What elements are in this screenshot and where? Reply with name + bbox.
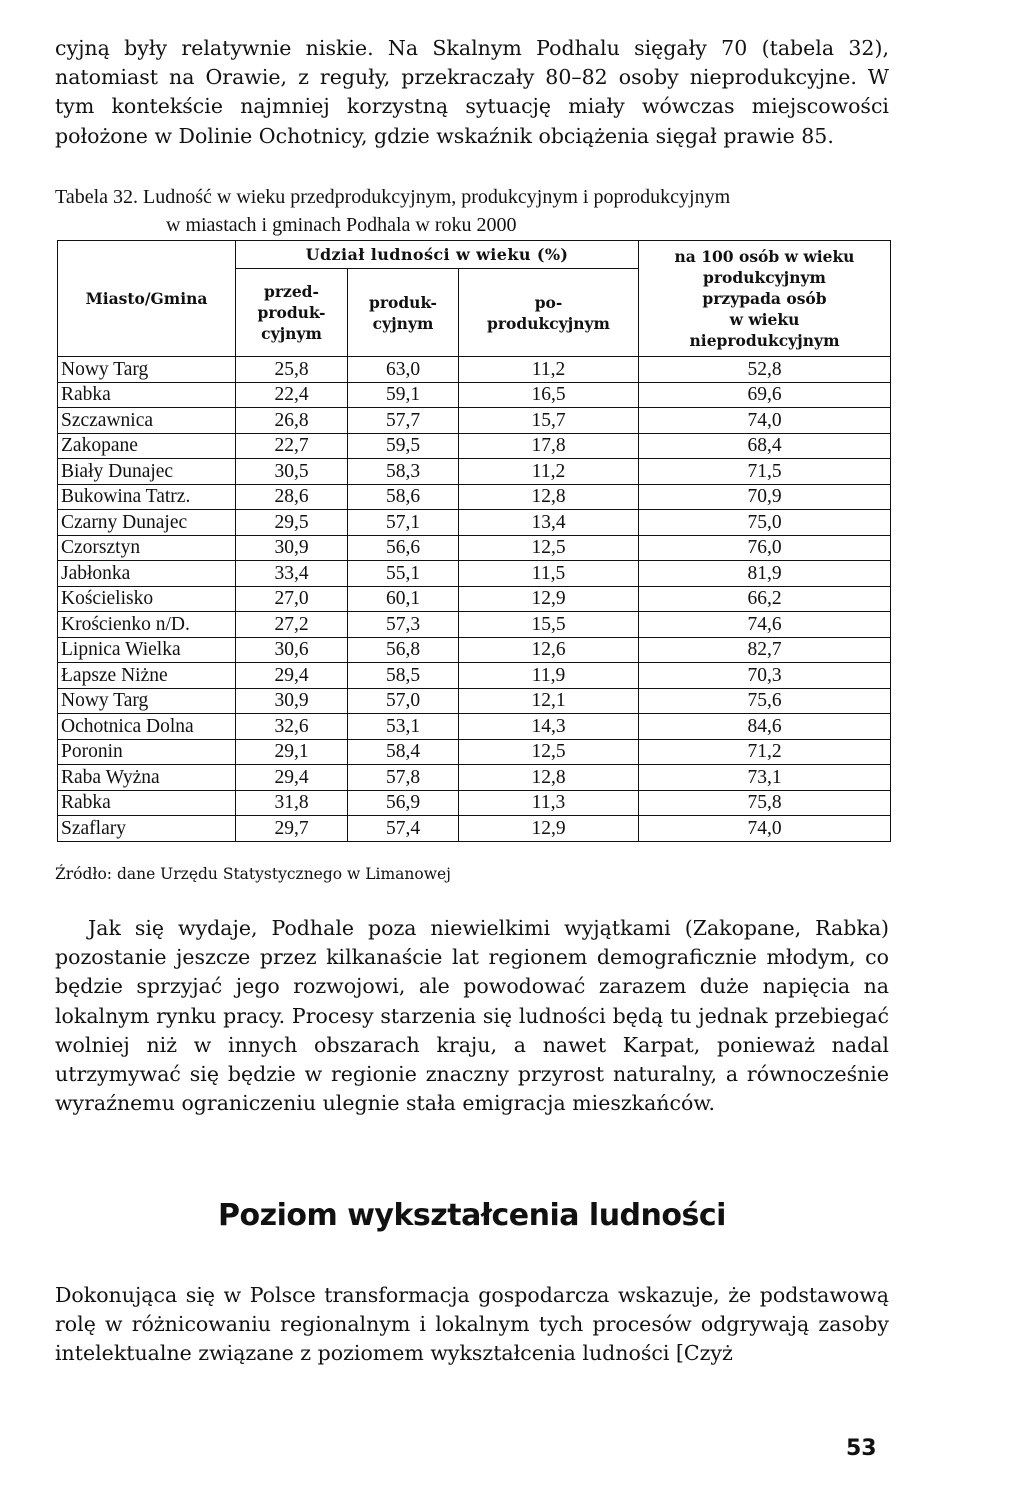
- table-header: [58, 241, 891, 357]
- header-postproductive: po- produkcyjnym: [459, 269, 639, 357]
- table-row: [58, 663, 891, 689]
- cell-place: Kościelisko: [58, 586, 236, 612]
- cell-place: Rabka: [58, 790, 236, 816]
- table-row: [58, 816, 891, 842]
- cell-productive: 56,9: [348, 790, 459, 816]
- cell-productive: 58,4: [348, 739, 459, 765]
- table-row: [58, 510, 891, 536]
- cell-postproductive: 17,8: [459, 433, 639, 459]
- cell-dependency-ratio: 70,9: [639, 484, 891, 510]
- cell-place: Bukowina Tatrz.: [58, 484, 236, 510]
- cell-productive: 58,3: [348, 459, 459, 485]
- cell-postproductive: 12,8: [459, 484, 639, 510]
- cell-dependency-ratio: 82,7: [639, 637, 891, 663]
- cell-postproductive: 11,2: [459, 459, 639, 485]
- cell-preproductive: 27,2: [236, 612, 348, 638]
- cell-preproductive: 22,4: [236, 382, 348, 408]
- cell-productive: 60,1: [348, 586, 459, 612]
- cell-postproductive: 12,8: [459, 765, 639, 791]
- cell-productive: 53,1: [348, 714, 459, 740]
- cell-dependency-ratio: 75,6: [639, 688, 891, 714]
- cell-place: Nowy Targ: [58, 357, 236, 383]
- cell-preproductive: 30,9: [236, 688, 348, 714]
- cell-preproductive: 22,7: [236, 433, 348, 459]
- header-place: Miasto/Gmina: [58, 241, 236, 357]
- cell-place: Szaflary: [58, 816, 236, 842]
- table-row: [58, 382, 891, 408]
- table-caption-line-1: Tabela 32. Ludność w wieku przedprodukcyjnym, produkcyjnym i poprodukcyjnym: [55, 186, 731, 208]
- table-row: [58, 433, 891, 459]
- table-source-note: Źródło: dane Urzędu Statystycznego w Limanowej: [55, 865, 451, 883]
- cell-postproductive: 12,1: [459, 688, 639, 714]
- cell-place: Biały Dunajec: [58, 459, 236, 485]
- cell-dependency-ratio: 74,0: [639, 408, 891, 434]
- table-row: [58, 688, 891, 714]
- cell-place: Lipnica Wielka: [58, 637, 236, 663]
- body-paragraph-2: Jak się wydaje, Podhale poza niewielkimi wyjątkami (Zakopane, Rabka) pozostanie jeszcze przez kilkanaście lat regionem demograficznie młodym, co będzie sprzyjać jego rozwojowi, ale powodować zarazem duże napięcia na lokalnym rynku pracy. Procesy starzenia się ludności będą tu jednak przebiegać wolniej niż w innych obszarach kraju, a nawet Karpat, ponieważ nadal utrzymywać się będzie w regionie znaczny przyrost naturalny, a równocześnie wyraźnemu ograniczeniu ulegnie stała emigracja mieszkańców.: [55, 916, 889, 1116]
- cell-productive: 57,0: [348, 688, 459, 714]
- cell-place: Poronin: [58, 739, 236, 765]
- cell-place: Ochotnica Dolna: [58, 714, 236, 740]
- body-paragraph-3: Dokonująca się w Polsce transformacja gospodarcza wskazuje, że podstawową rolę w różnicowaniu regionalnym i lokalnym tych procesów odgrywają zasoby intelektualne związane z poziomem wykształcenia ludności [Czyż: [55, 1283, 889, 1366]
- table-row: [58, 790, 891, 816]
- cell-postproductive: 11,2: [459, 357, 639, 383]
- cell-preproductive: 27,0: [236, 586, 348, 612]
- cell-dependency-ratio: 75,0: [639, 510, 891, 536]
- cell-preproductive: 29,1: [236, 739, 348, 765]
- table-row: [58, 765, 891, 791]
- header-dependency-ratio: na 100 osób w wieku produkcyjnym przypada osób w wieku nieprodukcyjnym: [639, 241, 891, 357]
- cell-place: Krościenko n/D.: [58, 612, 236, 638]
- cell-postproductive: 12,9: [459, 586, 639, 612]
- cell-productive: 63,0: [348, 357, 459, 383]
- cell-dependency-ratio: 75,8: [639, 790, 891, 816]
- cell-dependency-ratio: 84,6: [639, 714, 891, 740]
- section-heading: Poziom wykształcenia ludności: [218, 1198, 726, 1233]
- table-row: [58, 484, 891, 510]
- cell-postproductive: 11,3: [459, 790, 639, 816]
- cell-postproductive: 15,5: [459, 612, 639, 638]
- cell-productive: 58,6: [348, 484, 459, 510]
- cell-dependency-ratio: 66,2: [639, 586, 891, 612]
- cell-preproductive: 25,8: [236, 357, 348, 383]
- cell-place: Zakopane: [58, 433, 236, 459]
- cell-productive: 57,4: [348, 816, 459, 842]
- cell-postproductive: 15,7: [459, 408, 639, 434]
- table-caption: [55, 183, 895, 239]
- cell-productive: 59,5: [348, 433, 459, 459]
- page-number: 53: [846, 1436, 877, 1461]
- cell-place: Czarny Dunajec: [58, 510, 236, 536]
- cell-dependency-ratio: 81,9: [639, 561, 891, 587]
- cell-productive: 57,3: [348, 612, 459, 638]
- cell-preproductive: 28,6: [236, 484, 348, 510]
- cell-place: Czorsztyn: [58, 535, 236, 561]
- cell-dependency-ratio: 71,5: [639, 459, 891, 485]
- cell-place: Łapsze Niżne: [58, 663, 236, 689]
- cell-preproductive: 31,8: [236, 790, 348, 816]
- table-body: [58, 357, 891, 842]
- cell-preproductive: 32,6: [236, 714, 348, 740]
- cell-dependency-ratio: 71,2: [639, 739, 891, 765]
- table-row: [58, 714, 891, 740]
- cell-dependency-ratio: 74,0: [639, 816, 891, 842]
- cell-preproductive: 30,6: [236, 637, 348, 663]
- cell-productive: 58,5: [348, 663, 459, 689]
- cell-productive: 56,8: [348, 637, 459, 663]
- cell-preproductive: 26,8: [236, 408, 348, 434]
- cell-postproductive: 12,5: [459, 535, 639, 561]
- header-age-share-group: Udział ludności w wieku (%): [236, 241, 639, 269]
- body-paragraph-1: cyjną były relatywnie niskie. Na Skalnym Podhalu sięgały 70 (tabela 32), natomiast na Orawie, z reguły, przekraczały 80–82 osoby nieprodukcyjne. W tym kontekście najmniej korzystną sytuację miały wówczas miejscowości położone w Dolinie Ochotnicy, gdzie wskaźnik obciążenia sięgał prawie 85.: [55, 36, 889, 148]
- cell-dependency-ratio: 76,0: [639, 535, 891, 561]
- cell-postproductive: 13,4: [459, 510, 639, 536]
- header-preproductive: przed- produk- cyjnym: [236, 269, 348, 357]
- cell-preproductive: 29,7: [236, 816, 348, 842]
- table-row: [58, 586, 891, 612]
- cell-preproductive: 29,4: [236, 663, 348, 689]
- cell-productive: 55,1: [348, 561, 459, 587]
- table-row: [58, 357, 891, 383]
- cell-preproductive: 29,5: [236, 510, 348, 536]
- cell-place: Szczawnica: [58, 408, 236, 434]
- table-row: [58, 459, 891, 485]
- cell-preproductive: 30,5: [236, 459, 348, 485]
- cell-place: Raba Wyżna: [58, 765, 236, 791]
- cell-postproductive: 11,9: [459, 663, 639, 689]
- cell-preproductive: 33,4: [236, 561, 348, 587]
- table-caption-line-2: w miastach i gminach Podhala w roku 2000: [166, 214, 517, 236]
- table-row: [58, 612, 891, 638]
- cell-dependency-ratio: 52,8: [639, 357, 891, 383]
- table-row: [58, 637, 891, 663]
- cell-preproductive: 29,4: [236, 765, 348, 791]
- cell-productive: 57,1: [348, 510, 459, 536]
- table-row: [58, 739, 891, 765]
- cell-dependency-ratio: 68,4: [639, 433, 891, 459]
- cell-postproductive: 16,5: [459, 382, 639, 408]
- cell-dependency-ratio: 69,6: [639, 382, 891, 408]
- cell-place: Jabłonka: [58, 561, 236, 587]
- table-row: [58, 408, 891, 434]
- cell-dependency-ratio: 70,3: [639, 663, 891, 689]
- cell-postproductive: 12,5: [459, 739, 639, 765]
- cell-postproductive: 11,5: [459, 561, 639, 587]
- cell-productive: 59,1: [348, 382, 459, 408]
- table-row: [58, 535, 891, 561]
- cell-postproductive: 12,9: [459, 816, 639, 842]
- cell-productive: 57,7: [348, 408, 459, 434]
- cell-productive: 57,8: [348, 765, 459, 791]
- table-row: [58, 561, 891, 587]
- cell-postproductive: 14,3: [459, 714, 639, 740]
- header-productive: produk- cyjnym: [348, 269, 459, 357]
- cell-place: Rabka: [58, 382, 236, 408]
- cell-dependency-ratio: 74,6: [639, 612, 891, 638]
- population-age-table: [57, 240, 891, 842]
- cell-dependency-ratio: 73,1: [639, 765, 891, 791]
- cell-place: Nowy Targ: [58, 688, 236, 714]
- cell-preproductive: 30,9: [236, 535, 348, 561]
- cell-postproductive: 12,6: [459, 637, 639, 663]
- cell-productive: 56,6: [348, 535, 459, 561]
